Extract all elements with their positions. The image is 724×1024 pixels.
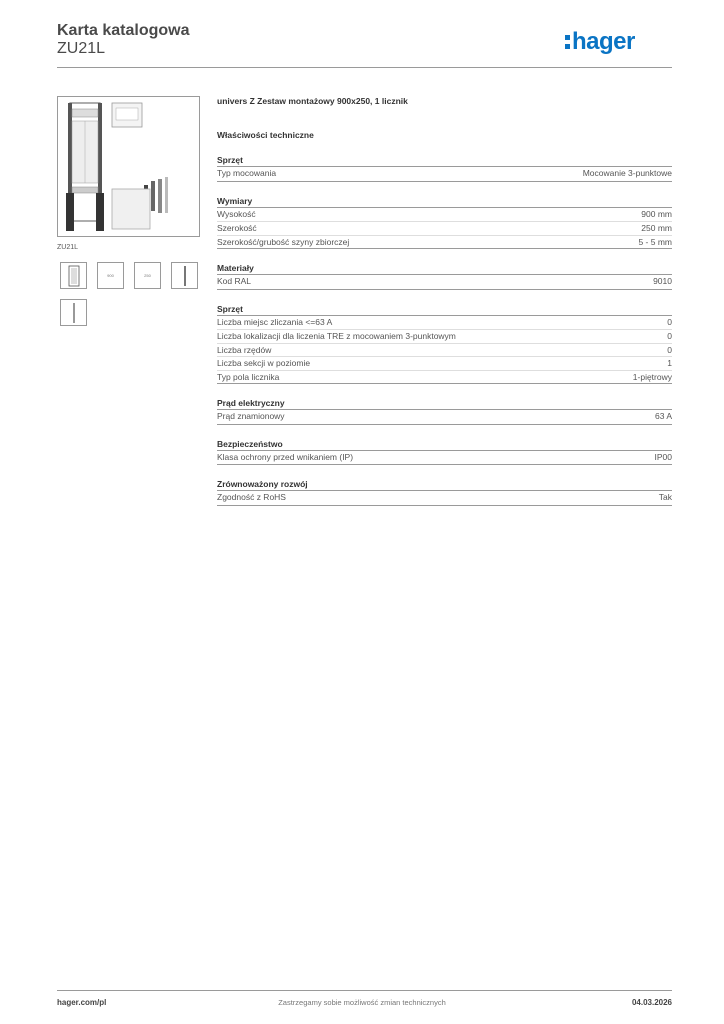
thumbnail-3[interactable] — [134, 262, 161, 289]
rail-icon — [182, 265, 188, 287]
footer-website-link[interactable]: hager.com/pl — [57, 998, 107, 1007]
row-label: Typ pola licznika — [217, 371, 280, 382]
logo-text: hager — [572, 28, 635, 55]
row-value: 0 — [667, 344, 672, 355]
section-sustainability — [217, 478, 672, 506]
table-row — [217, 343, 672, 357]
row-label: Liczba lokalizacji dla liczenia TRE z mocowaniem 3-punktowym — [217, 331, 456, 341]
section-electric-current — [217, 397, 672, 425]
table-row — [217, 208, 672, 222]
section-dimensions — [217, 195, 672, 250]
footer-notice: Zastrzegamy sobie możliwość zmian technicznych — [278, 998, 446, 1007]
thumbnail-2[interactable] — [97, 262, 124, 289]
table-row — [217, 167, 672, 181]
table-row — [217, 275, 672, 289]
section-title: Bezpieczeństwo — [217, 438, 672, 451]
product-main-image — [57, 96, 200, 237]
table-row — [217, 356, 672, 370]
row-value: 250 mm — [641, 223, 672, 233]
section-title: Zrównoważony rozwój — [217, 478, 672, 491]
product-details — [217, 95, 672, 506]
page-title: Karta katalogowa — [57, 22, 190, 39]
section-title: Wymiary — [217, 195, 672, 208]
row-value: 9010 — [653, 276, 672, 286]
section-equipment — [217, 154, 672, 182]
table-row — [217, 329, 672, 343]
hager-logo — [565, 28, 635, 56]
row-value: Tak — [658, 492, 672, 502]
table-row — [217, 221, 672, 235]
table-row — [217, 410, 672, 424]
row-value: Mocowanie 3-punktowe — [582, 168, 672, 178]
section-materials — [217, 262, 672, 290]
section-safety — [217, 438, 672, 466]
thumbnail-2-label: 900 — [107, 273, 114, 278]
footer-divider — [57, 990, 672, 991]
row-label: Kod RAL — [217, 276, 252, 286]
table-row — [217, 235, 672, 249]
row-value: 0 — [667, 331, 672, 341]
row-label: Typ mocowania — [217, 168, 277, 178]
thumbnail-1[interactable] — [60, 262, 87, 289]
product-code: ZU21L — [57, 40, 106, 57]
product-title: univers Z Zestaw montażowy 900x250, 1 licznik — [217, 96, 408, 106]
row-value: 5 - 5 mm — [638, 236, 672, 247]
technical-properties-heading: Właściwości techniczne — [217, 130, 314, 140]
row-value: 63 A — [654, 411, 672, 421]
table-row — [217, 451, 672, 465]
table-row — [217, 370, 672, 384]
mounting-kit-illustration-icon — [58, 97, 199, 236]
thumbnail-5[interactable] — [60, 299, 87, 326]
rail-icon — [71, 302, 77, 324]
row-label: Szerokość — [217, 223, 257, 233]
section-title: Prąd elektryczny — [217, 397, 672, 410]
table-row — [217, 491, 672, 505]
footer-date: 04.03.2026 — [631, 998, 672, 1007]
row-value: 0 — [667, 316, 672, 327]
row-value: 1 — [667, 358, 672, 368]
rail-frame-icon — [67, 265, 81, 287]
row-value: 1-piętrowy — [632, 371, 672, 382]
row-label: Prąd znamionowy — [217, 411, 285, 421]
row-label: Szerokość/grubość szyny zbiorczej — [217, 236, 350, 247]
thumbnail-3-label: 250 — [144, 273, 151, 278]
row-label: Zgodność z RoHS — [217, 492, 286, 502]
section-title: Sprzęt — [217, 303, 672, 316]
row-label: Klasa ochrony przed wnikaniem (IP) — [217, 451, 354, 462]
main-image-caption: ZU21L — [57, 244, 79, 251]
row-label: Wysokość — [217, 208, 256, 219]
row-value: IP00 — [654, 451, 672, 462]
section-title: Sprzęt — [217, 154, 672, 167]
row-value: 900 mm — [641, 208, 672, 219]
table-row — [217, 316, 672, 330]
row-label: Liczba rzędów — [217, 344, 272, 355]
logo-dots-icon — [565, 33, 570, 51]
row-label: Liczba sekcji w poziomie — [217, 358, 311, 368]
section-title: Materiały — [217, 262, 672, 275]
thumbnail-4[interactable] — [171, 262, 198, 289]
section-equipment-2 — [217, 303, 672, 385]
row-label: Liczba miejsc zliczania <=63 A — [217, 316, 333, 327]
header-divider — [57, 67, 672, 68]
